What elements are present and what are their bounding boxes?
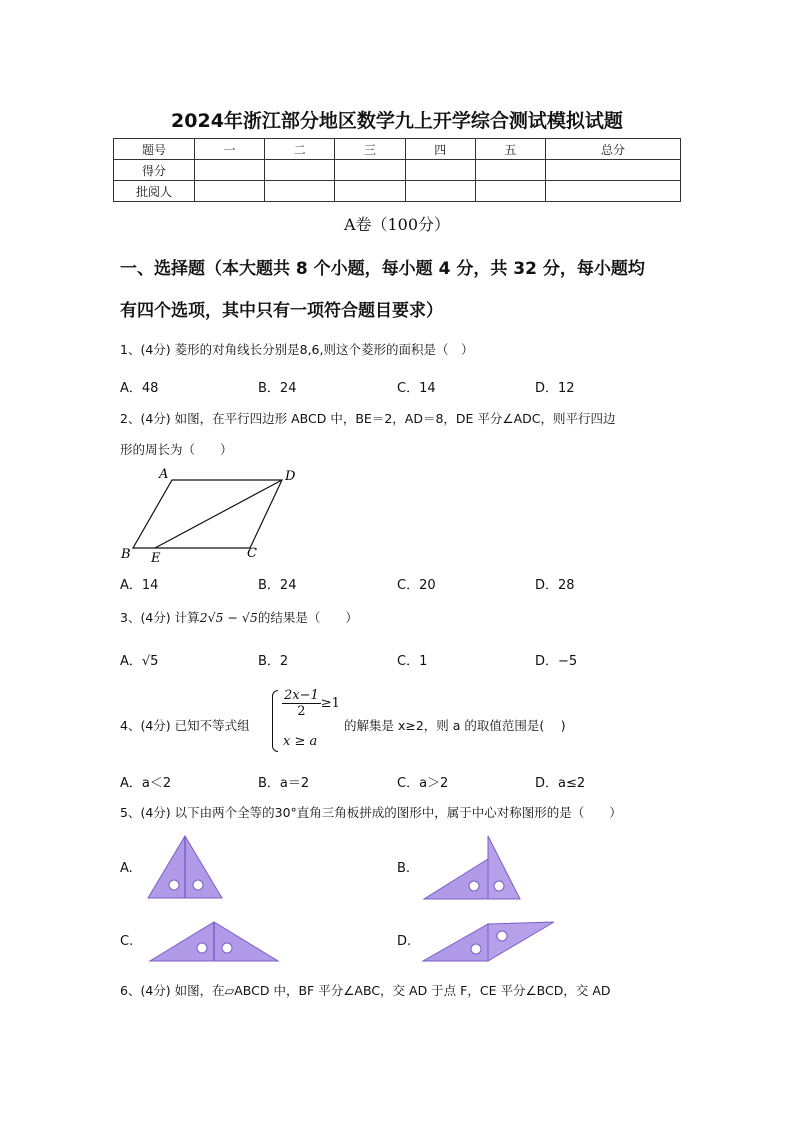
hole-b2 bbox=[494, 881, 504, 891]
score-input-cell[interactable] bbox=[195, 160, 265, 181]
table-cell: 一 bbox=[195, 139, 265, 160]
q5-figure-c[interactable] bbox=[147, 918, 281, 964]
inequality-1 bbox=[282, 688, 340, 719]
question-1: 1、(4分) 菱形的对角线长分别是8,6,则这个菱形的面积是（ ） bbox=[120, 342, 474, 357]
inequality-1-rhs: ≥1 bbox=[320, 696, 340, 711]
q2-option-b[interactable]: B．24 bbox=[258, 578, 297, 593]
q5-option-b[interactable]: B. bbox=[397, 861, 411, 876]
label-c: C bbox=[247, 546, 257, 561]
hole-a1 bbox=[169, 880, 179, 890]
q1-option-a[interactable]: A．48 bbox=[120, 381, 159, 396]
q2-option-a[interactable]: A．14 bbox=[120, 578, 159, 593]
hole-c2 bbox=[222, 943, 232, 953]
table-cell: 题号 bbox=[114, 139, 195, 160]
grader-input-cell[interactable] bbox=[265, 181, 335, 202]
table-row bbox=[114, 139, 681, 160]
segment-de bbox=[155, 480, 282, 548]
q5-option-a[interactable]: A. bbox=[120, 861, 133, 876]
score-input-cell[interactable] bbox=[475, 160, 545, 181]
grader-input-cell[interactable] bbox=[405, 181, 475, 202]
section-heading-line1: 一、选择题（本大题共 8 个小题，每小题 4 分，共 32 分，每小题均 bbox=[120, 259, 645, 279]
q3-option-c[interactable]: C．1 bbox=[397, 654, 428, 669]
q4-option-d[interactable]: D．a≤2 bbox=[535, 776, 586, 791]
hole-b1 bbox=[469, 881, 479, 891]
question-4-suffix: 的解集是 x≥2，则 a 的取值范围是( ) bbox=[344, 718, 566, 733]
table-row bbox=[114, 160, 681, 181]
parallelogram-figure bbox=[115, 462, 315, 572]
hole-c1 bbox=[197, 943, 207, 953]
inequality-1-numerator: 2x−1 bbox=[284, 688, 319, 703]
q3-suffix: 的结果是（ ） bbox=[257, 610, 358, 625]
question-4-prefix: 4、(4分) 已知不等式组 bbox=[120, 718, 250, 733]
table-cell: 得分 bbox=[114, 160, 195, 181]
score-input-cell[interactable] bbox=[546, 160, 681, 181]
grader-input-cell[interactable] bbox=[546, 181, 681, 202]
triangle-d2 bbox=[488, 922, 554, 961]
q5-option-d[interactable]: D. bbox=[397, 934, 412, 949]
grader-input-cell[interactable] bbox=[335, 181, 405, 202]
q5-figure-a[interactable] bbox=[145, 833, 227, 901]
q3-option-a[interactable]: A．√5 bbox=[120, 654, 159, 669]
q1-option-b[interactable]: B．24 bbox=[258, 381, 297, 396]
question-5: 5、(4分) 以下由两个全等的30°直角三角板拼成的图形中，属于中心对称图形的是（ ） bbox=[120, 805, 622, 820]
triangle-d1 bbox=[423, 924, 488, 961]
grader-input-cell[interactable] bbox=[195, 181, 265, 202]
q5-figure-d[interactable] bbox=[420, 918, 558, 964]
label-b: B bbox=[121, 547, 131, 562]
table-row bbox=[114, 181, 681, 202]
score-input-cell[interactable] bbox=[335, 160, 405, 181]
q4-option-c[interactable]: C．a＞2 bbox=[397, 776, 449, 791]
inequality-2: x ≥ a bbox=[283, 734, 318, 749]
score-input-cell[interactable] bbox=[405, 160, 475, 181]
question-2-line2: 形的周长为（ ） bbox=[120, 442, 233, 457]
triangle-b1 bbox=[424, 859, 488, 899]
system-brace bbox=[272, 690, 278, 752]
question-6: 6、(4分) 如图，在▱ABCD 中，BF 平分∠ABC，交 AD 于点 F，CE 平分∠BCD，交 AD bbox=[120, 983, 611, 998]
score-input-cell[interactable] bbox=[265, 160, 335, 181]
hole-d1 bbox=[471, 944, 481, 954]
q5-figure-b[interactable] bbox=[420, 834, 526, 902]
table-cell: 三 bbox=[335, 139, 405, 160]
label-a: A bbox=[159, 467, 169, 482]
hole-d2 bbox=[497, 931, 507, 941]
q1-option-c[interactable]: C．14 bbox=[397, 381, 436, 396]
triangle-b2 bbox=[488, 836, 520, 899]
score-table bbox=[113, 138, 681, 202]
q1-option-d[interactable]: D．12 bbox=[535, 381, 575, 396]
grader-input-cell[interactable] bbox=[475, 181, 545, 202]
question-3 bbox=[120, 608, 358, 626]
label-d: D bbox=[285, 469, 296, 484]
table-cell: 二 bbox=[265, 139, 335, 160]
table-cell: 批阅人 bbox=[114, 181, 195, 202]
section-a-label: A卷（100分） bbox=[343, 215, 451, 234]
question-2-line1: 2、(4分) 如图，在平行四边形 ABCD 中，BE＝2，AD＝8，DE 平分∠ADC，则平行四边 bbox=[120, 411, 616, 426]
parallelogram-abcd bbox=[133, 480, 282, 548]
label-e: E bbox=[151, 551, 161, 566]
q4-option-a[interactable]: A．a＜2 bbox=[120, 776, 172, 791]
page-title: 2024年浙江部分地区数学九上开学综合测试模拟试题 bbox=[171, 110, 623, 132]
q3-prefix: 3、(4分) 计算 bbox=[120, 610, 200, 625]
q3-option-b[interactable]: B．2 bbox=[258, 654, 289, 669]
q4-option-b[interactable]: B．a＝2 bbox=[258, 776, 310, 791]
q2-option-d[interactable]: D．28 bbox=[535, 578, 575, 593]
hole-a2 bbox=[193, 880, 203, 890]
q2-option-c[interactable]: C．20 bbox=[397, 578, 436, 593]
inequality-1-denominator: 2 bbox=[297, 704, 306, 719]
q3-expression: 2√5 − √5 bbox=[199, 610, 258, 625]
table-cell: 四 bbox=[405, 139, 475, 160]
q5-option-c[interactable]: C. bbox=[120, 934, 134, 949]
section-heading-line2: 有四个选项，其中只有一项符合题目要求） bbox=[120, 301, 443, 321]
q3-option-d[interactable]: D．−5 bbox=[535, 654, 578, 669]
table-cell: 总分 bbox=[546, 139, 681, 160]
table-cell: 五 bbox=[475, 139, 545, 160]
